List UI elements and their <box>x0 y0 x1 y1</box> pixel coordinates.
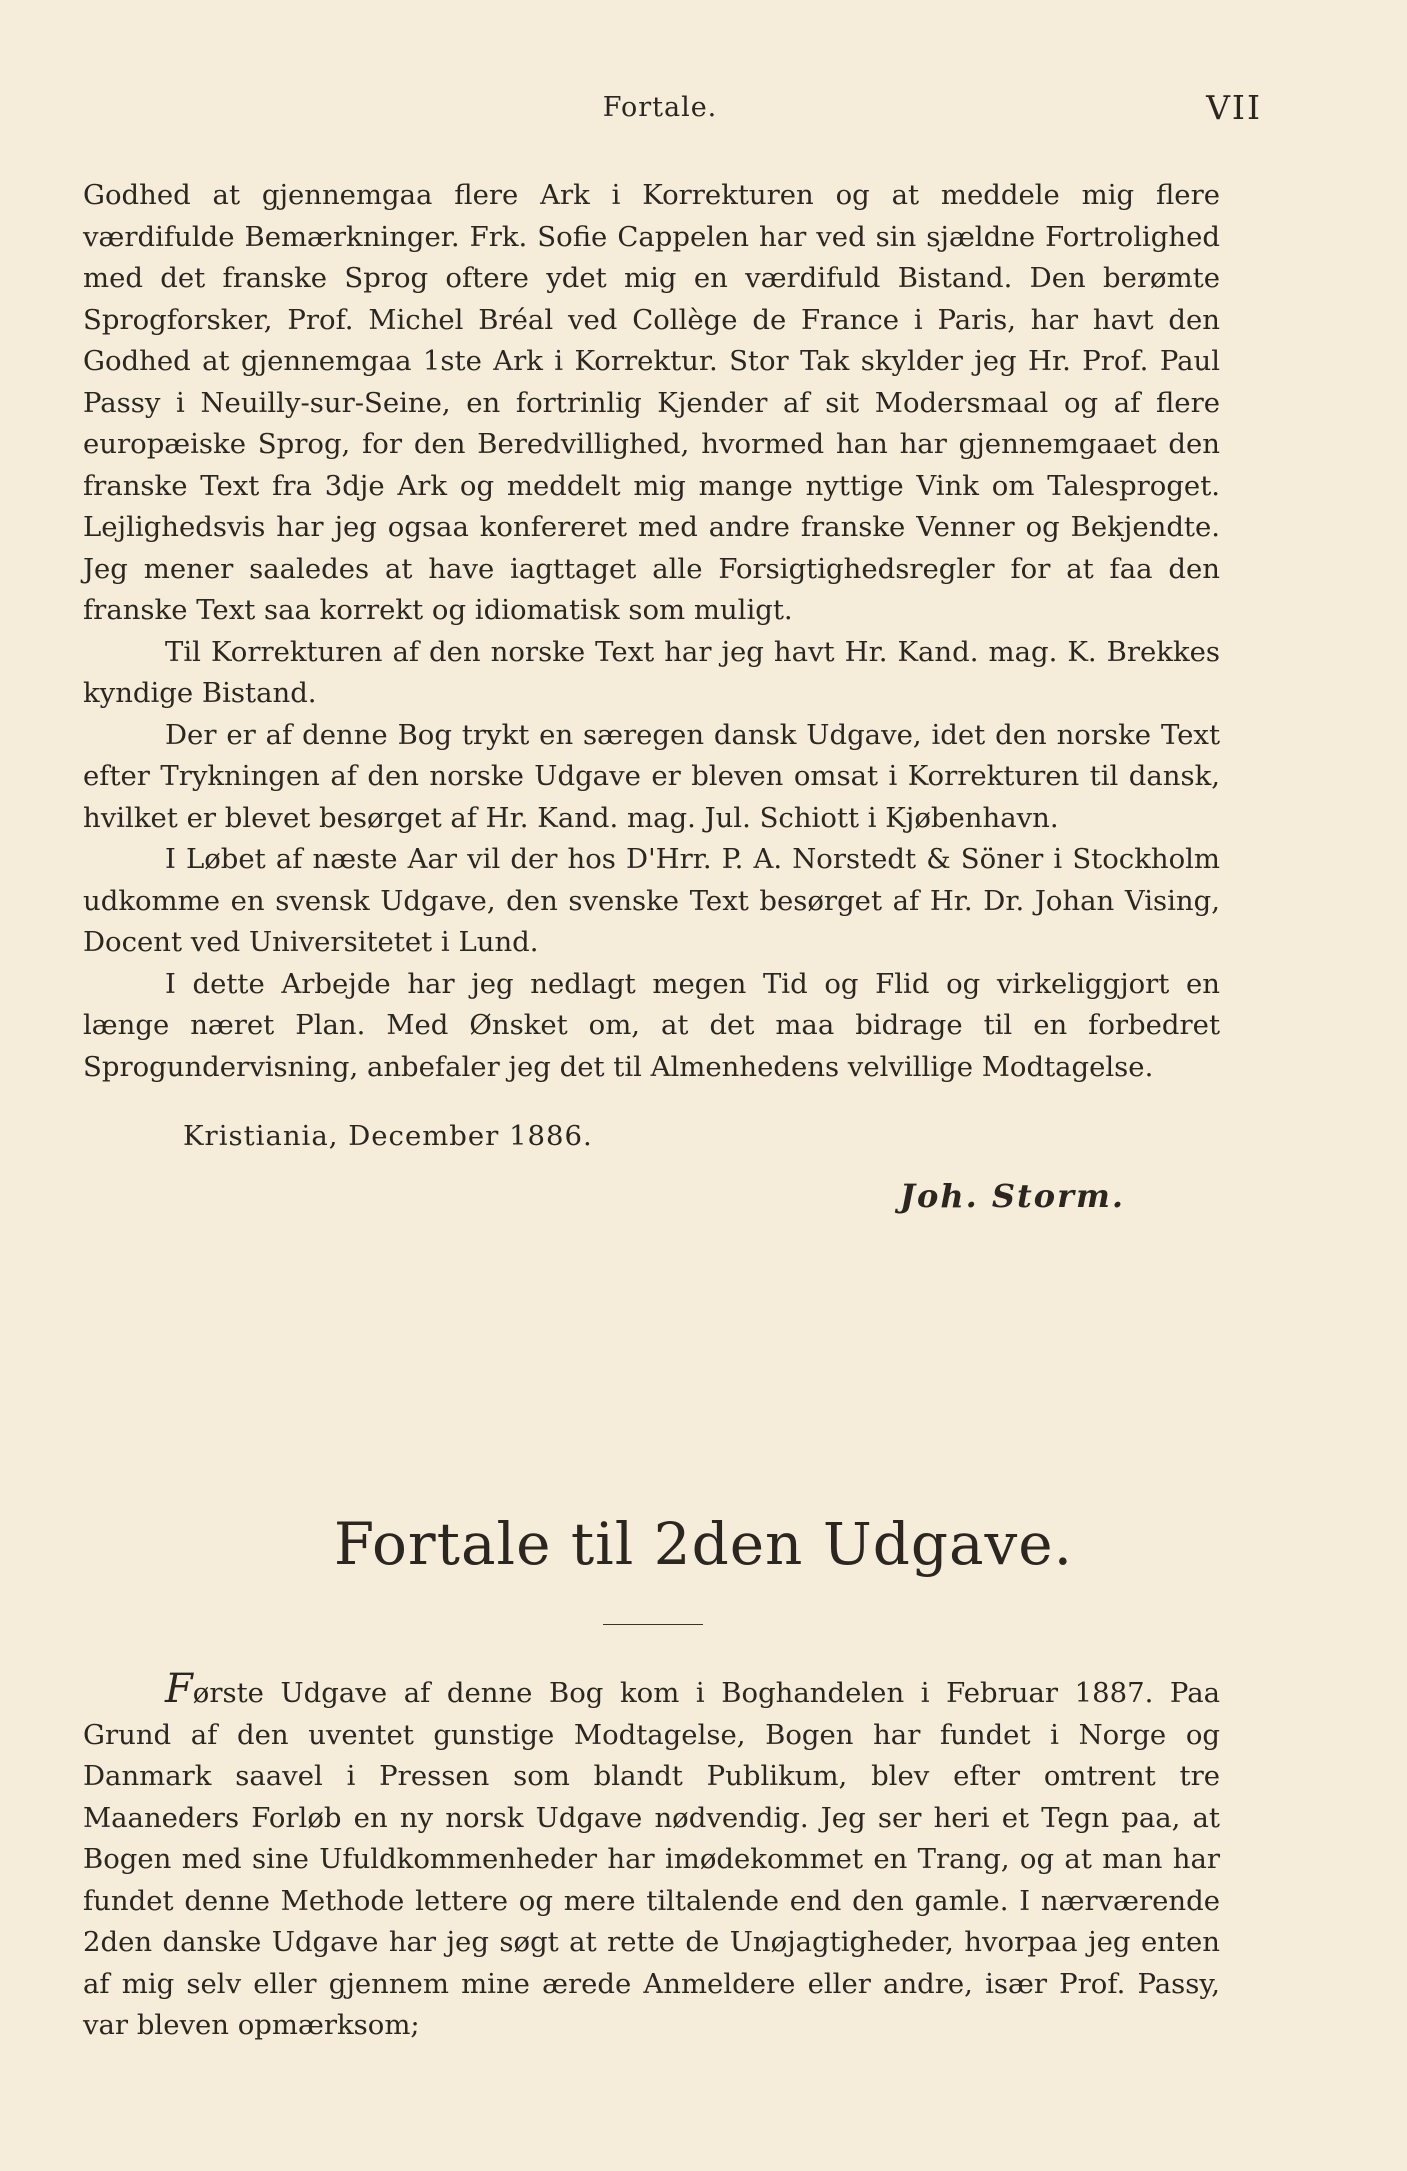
drop-cap: F <box>165 1666 193 1712</box>
page-number: VII <box>1206 88 1262 127</box>
section-title: Fortale til 2den Udgave. <box>333 1510 1074 1578</box>
paragraph: Til Korrekturen af den norske Text har jeg havt Hr. Kand. mag. K. Brekkes kyndige Bistand. <box>83 635 1220 709</box>
author-signature: Joh. Storm. <box>899 1176 1125 1215</box>
running-title: Fortale. <box>602 92 718 123</box>
paragraph: I dette Arbejde har jeg nedlagt megen Tid og Flid og virkeliggjort en længe næret Plan. Med Ønsket om, at det maa bidrage til en forbedret Sprogundervisning, anbefaler jeg det til Almenhedens velvillige Modtagelse. <box>83 967 1220 1083</box>
paragraph: I Løbet af næste Aar vil der hos D'Hrr. P. A. Norstedt & Söner i Stockholm udkomme en svensk Udgave, den svenske Text besørget af Hr. Dr. Johan Vising, Docent ved Universitetet i Lund. <box>83 843 1220 958</box>
paragraph: Der er af denne Bog trykt en særegen dansk Udgave, idet den norske Text efter Trykningen af den norske Udgave er bleven omsat i Korrekturen til dansk, hvilket er blevet besørget af Hr. Kand. mag. Jul. Schiott i Kjøbenhavn. <box>83 718 1220 834</box>
page-header <box>80 88 1262 128</box>
place-and-date: Kristiania, December 1886. <box>183 1120 593 1152</box>
title-rule <box>603 1624 703 1625</box>
paragraph-text: ørste Udgave af denne Bog kom i Boghandelen i Februar 1887. Paa Grund af den uventet gunstige Modtagelse, Bogen har fundet i Norge og Danmark saavel i Pressen som blandt Publikum, blev efter omtrent tre Maaneders Forløb en ny norsk Udgave nødvendig. Jeg ser heri et Tegn paa, at Bogen med sine Ufuldkommenheder har imødekommet en Trang, og at man har fundet denne Methode lettere og mere tiltalende end den gamle. I nærværende 2den danske Udgave har jeg søgt at rette de Unøjagtigheder, hvorpaa jeg enten af mig selv eller gjennem mine ærede Anmeldere eller andre, især Prof. Passy, var bleven opmærksom; <box>83 1677 1220 2041</box>
paragraph <box>83 1666 1220 2047</box>
paragraph: Godhed at gjennemgaa flere Ark i Korrekturen og at meddele mig flere værdifulde Bemærkninger. Frk. Sofie Cappelen har ved sin sjældne Fortrolighed med det franske Sprog oftere ydet mig en værdifuld Bistand. Den berømte Sprogforsker, Prof. Michel Bréal ved Collège de France i Paris, har havt den Godhed at gjennemgaa 1ste Ark i Korrektur. Stor Tak skylder jeg Hr. Prof. Paul Passy i Neuilly-sur-Seine, en fortrinlig Kjender af sit Modersmaal og af flere europæiske Sprog, for den Beredvillighed, hvormed han har gjennemgaaet den franske Text fra 3dje Ark og meddelt mig mange nyttige Vink om Talesproget. Lejlighedsvis har jeg ogsaa konfereret med andre franske Venner og Bekjendte. Jeg mener saaledes at have iagttaget alle Forsigtighedsregler for at faa den franske Text saa korrekt og idiomatisk som muligt. <box>83 179 1220 626</box>
preface-second-edition <box>83 1666 1220 2047</box>
preface-first-edition <box>83 175 1220 1217</box>
